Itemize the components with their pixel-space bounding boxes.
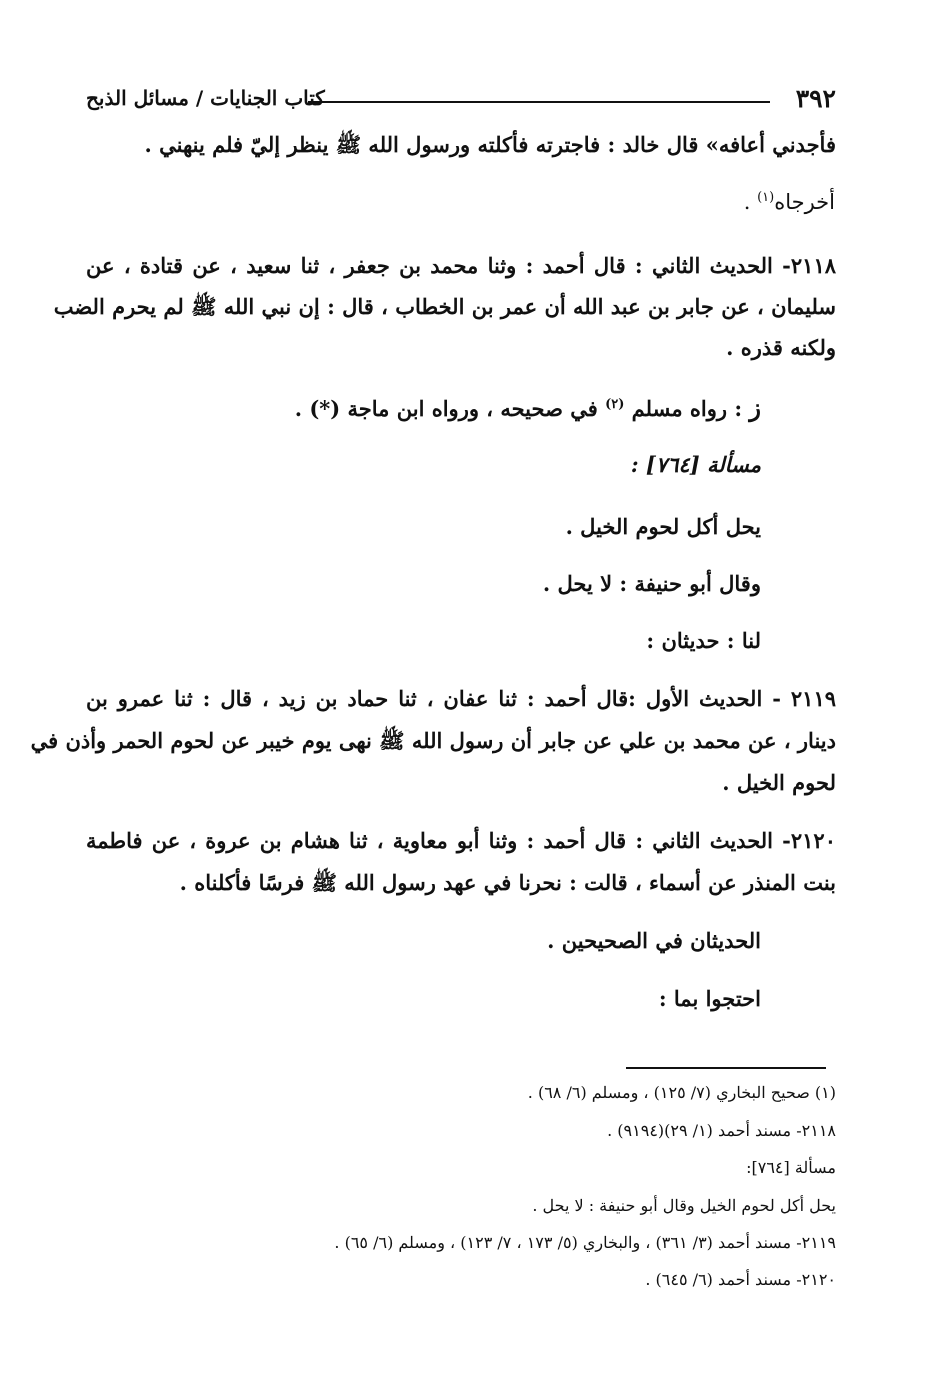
masala-heading: مسألة [٧٦٤] : [630, 452, 761, 477]
footnote-2118: ٢١١٨- مسند أحمد (١/ ٢٩)(٩١٩٤) . [607, 1121, 836, 1140]
hadith-2118-line-2: سليمان ، عن جابر بن عبد الله أن عمر بن الخطاب ، قال : إن نبي الله ﷺ لم يحرم الضب [53, 294, 836, 319]
sahihayn-line: الحديثان في الصحيحين . [547, 928, 761, 953]
text-line-2: أخرجاه$^{(١)}$ . [743, 190, 835, 214]
abu-hanifa-line: وقال أبو حنيفة : لا يحل . [542, 571, 761, 596]
zay-mark: ز [749, 393, 761, 422]
footnote-1: (١) صحيح البخاري (٧/ ١٢٥) ، ومسلم (٦/ ٦٨) . [527, 1083, 836, 1102]
hadith-2120-line-1: ٢١٢٠- الحديث الثاني : قال أحمد : وثنا أبو معاوية ، ثنا هشام بن عروة ، عن فاطمة [86, 828, 836, 853]
hadith-2119-line-3: لحوم الخيل . [722, 770, 836, 795]
page-header [86, 84, 836, 118]
hadith-2118-line-3: ولكنه قذره . [726, 335, 836, 360]
footnote-masala: مسألة [٧٦٤]: [746, 1158, 836, 1177]
hadith-2118-line-1: ٢١١٨- الحديث الثاني : قال أحمد : وثنا محمد بن جعفر ، ثنا سعيد ، عن قتادة ، عن [86, 253, 837, 278]
hadith-2120-heading: ٢١٢٠- الحديث الثاني : [635, 828, 836, 853]
page-number: ٣٩٢ [795, 84, 836, 113]
ruling-line: يحل أكل لحوم الخيل . [565, 514, 761, 539]
lana-line: لنا : حديثان : [646, 628, 761, 653]
footnote-2120: ٢١٢٠- مسند أحمد (٦/ ٦٤٥) . [645, 1270, 836, 1289]
hadith-2120-line-2: بنت المنذر عن أسماء ، قالت : نحرنا في عهد رسول الله ﷺ فرسًا فأكلناه . [179, 870, 836, 895]
hadith-2118-heading: ٢١١٨- الحديث الثاني : [634, 253, 837, 278]
footnote-rule [626, 1067, 826, 1069]
hadith-2119-line-1: ٢١١٩ - الحديث الأول :قال أحمد : ثنا عفان ، ثنا حماد بن زيد ، قال : ثنا عمرو بن [86, 686, 837, 711]
footnote-ref-2: (٢) [605, 397, 625, 412]
footnote-2119: ٢١١٩- مسند أحمد (٣/ ٣٦١) ، والبخاري (٥/ ١٧٣ ، ٧/ ١٢٣) ، ومسلم (٦/ ٦٥) . [334, 1233, 836, 1252]
hadith-2119-line-2: دينار ، عن محمد بن علي عن جابر أن رسول الله ﷺ نهى يوم خيبر عن لحوم الحمر وأذن في [30, 728, 836, 753]
footnote-ruling: يحل أكل لحوم الخيل وقال أبو حنيفة : لا يحل . [532, 1196, 836, 1215]
running-title: كتاب الجنايات / مسائل الذبح [86, 86, 325, 110]
footnote-ref-1: (١) [757, 190, 775, 205]
zawaid-note: ز : رواه مسلم $^{(٢)}$ في صحيحه ، ورواه ابن ماجة (*) . [294, 393, 761, 422]
text-akhrajah: أخرجاه [774, 190, 835, 214]
text-line-1: فأجدني أعافه» قال خالد : فاجترته فأكلته ورسول الله ﷺ ينظر إليّ فلم ينهني . [144, 132, 836, 157]
ihtajju-line: احتجوا بما : [658, 986, 761, 1011]
hadith-2119-heading: ٢١١٩ - الحديث الأول : [628, 686, 837, 711]
header-rule [308, 101, 770, 103]
